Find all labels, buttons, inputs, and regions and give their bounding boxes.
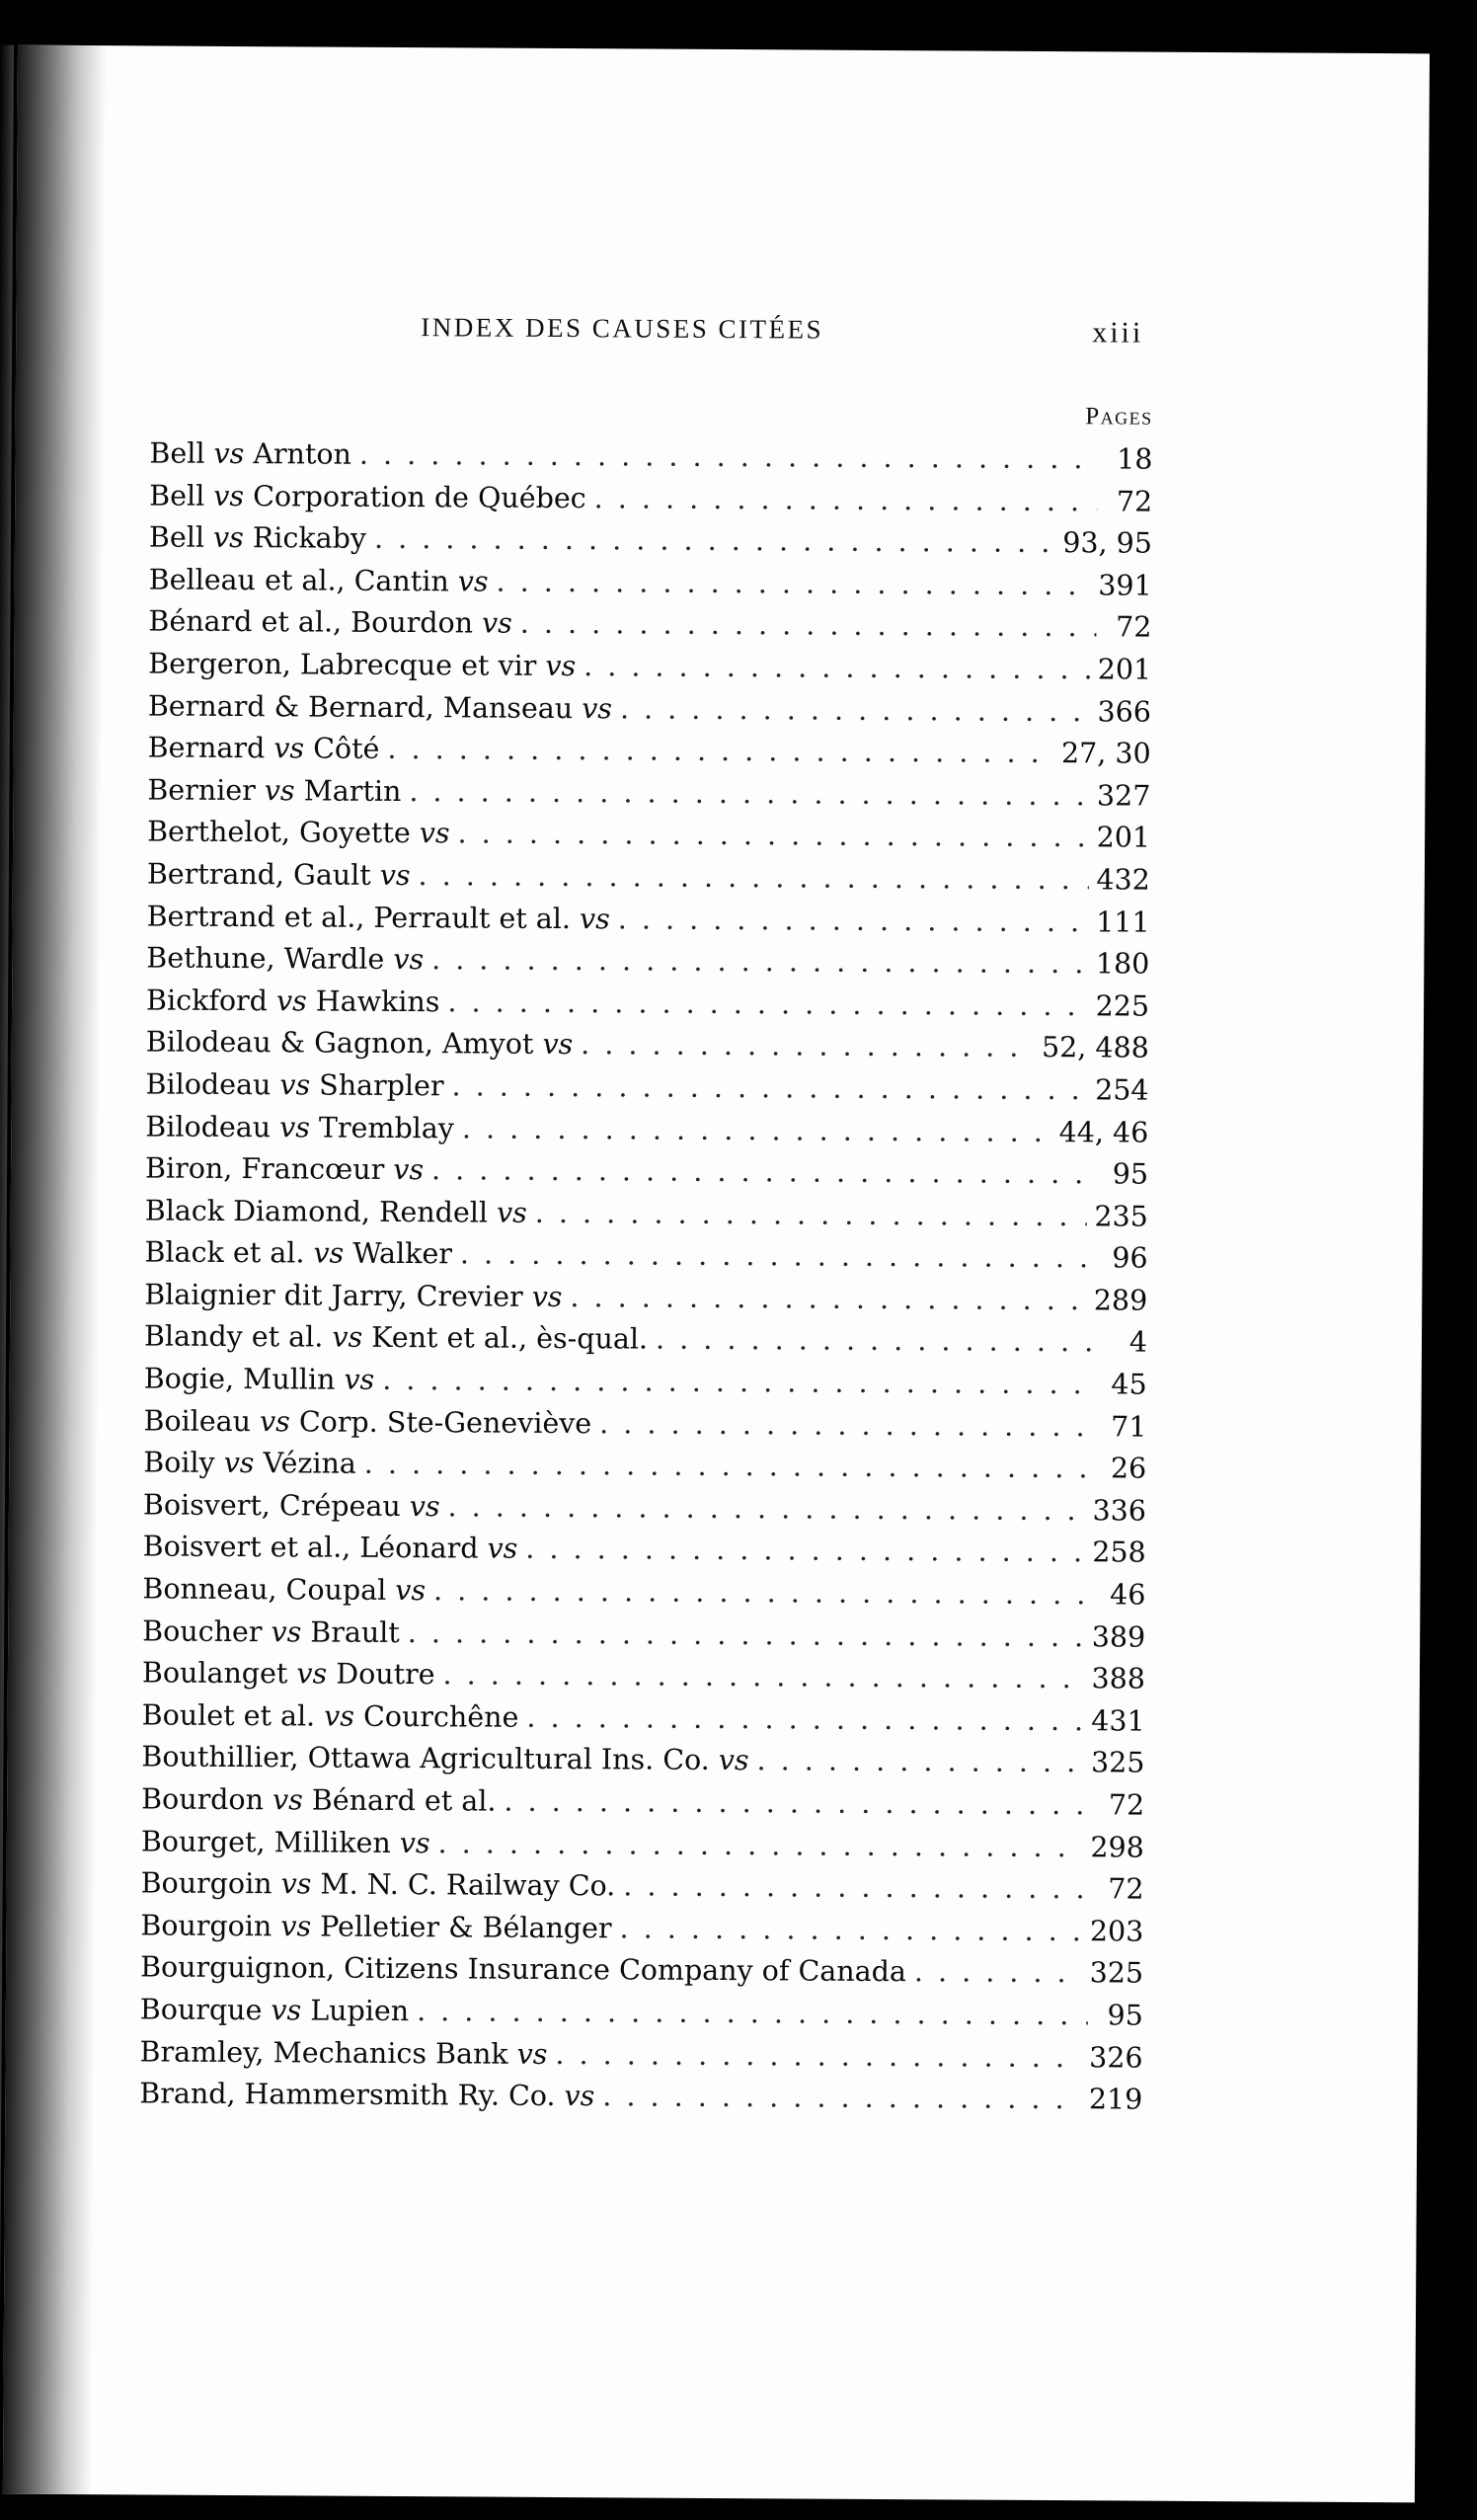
case-name-part: Bramley, Mechanics Bank bbox=[139, 2034, 517, 2071]
versus-mark: vs bbox=[264, 773, 295, 808]
index-entry bbox=[146, 1022, 1149, 1070]
case-name bbox=[146, 938, 424, 982]
page-reference: 389 bbox=[1091, 1619, 1146, 1654]
case-name bbox=[143, 1527, 518, 1571]
page-reference: 71 bbox=[1111, 1410, 1147, 1444]
dot-leader bbox=[442, 1655, 1083, 1701]
index-entry bbox=[143, 1400, 1146, 1449]
index-entry bbox=[143, 1527, 1146, 1575]
case-name bbox=[145, 1148, 424, 1192]
dot-leader bbox=[431, 1149, 1093, 1196]
versus-mark: vs bbox=[496, 1196, 527, 1229]
case-name-part: Bénard et al., Bourdon bbox=[148, 604, 483, 640]
case-name-part: Bogie, Mullin bbox=[143, 1362, 345, 1396]
case-name-part: Corp. Ste-Geneviève bbox=[289, 1404, 592, 1440]
dot-leader bbox=[583, 646, 1090, 691]
case-name-part: Belleau et al., Cantin bbox=[148, 563, 458, 598]
dot-leader bbox=[462, 1108, 1051, 1153]
dot-leader bbox=[570, 1277, 1086, 1322]
dot-leader bbox=[756, 1741, 1083, 1785]
dot-leader bbox=[364, 1444, 1092, 1490]
index-entry bbox=[140, 1947, 1143, 1996]
case-name-part: Sharpler bbox=[310, 1068, 444, 1103]
versus-mark: vs bbox=[280, 1910, 312, 1943]
case-name bbox=[143, 1400, 591, 1445]
case-name-part: Arnton bbox=[244, 437, 352, 471]
dot-leader bbox=[457, 814, 1088, 859]
page-reference: 432 bbox=[1096, 863, 1150, 897]
dot-leader bbox=[520, 603, 1097, 649]
case-name bbox=[143, 1443, 356, 1486]
versus-mark: vs bbox=[213, 479, 245, 512]
versus-mark: vs bbox=[332, 1321, 363, 1355]
dot-leader bbox=[437, 1823, 1082, 1869]
index-entry bbox=[146, 938, 1149, 986]
index-entry bbox=[149, 517, 1152, 566]
page-reference: 72 bbox=[1116, 610, 1152, 645]
index-entry bbox=[142, 1611, 1145, 1659]
case-name-part: Boily bbox=[143, 1446, 224, 1480]
dot-leader bbox=[504, 1781, 1089, 1827]
case-name-part: Doutre bbox=[327, 1657, 435, 1692]
index-entry bbox=[149, 559, 1152, 607]
versus-mark: vs bbox=[516, 2037, 548, 2071]
versus-mark: vs bbox=[718, 1744, 749, 1777]
case-name bbox=[148, 685, 612, 730]
case-name-part: Black et al. bbox=[144, 1235, 314, 1270]
case-name-part: Bourgoin bbox=[140, 1866, 281, 1901]
index-entry bbox=[141, 1737, 1144, 1785]
versus-mark: vs bbox=[487, 1533, 518, 1566]
case-name bbox=[147, 769, 401, 813]
case-index-list bbox=[139, 433, 1152, 2121]
page-reference: 366 bbox=[1097, 694, 1152, 729]
dot-leader bbox=[447, 1486, 1084, 1533]
case-name-part: Vézina bbox=[254, 1447, 356, 1481]
index-entry bbox=[148, 643, 1151, 691]
dot-leader bbox=[555, 2034, 1081, 2080]
index-entry bbox=[149, 475, 1152, 523]
pages-column-heading: Pages bbox=[1085, 403, 1153, 431]
case-name bbox=[145, 1063, 443, 1107]
versus-mark: vs bbox=[579, 902, 610, 935]
case-name-part: Bourque bbox=[139, 1993, 272, 2027]
dot-leader bbox=[496, 561, 1090, 606]
index-entry bbox=[140, 1905, 1143, 1953]
page-reference: 325 bbox=[1090, 1746, 1145, 1780]
case-name-part: Bertrand, Gault bbox=[146, 857, 380, 892]
versus-mark: vs bbox=[582, 691, 613, 725]
case-name bbox=[142, 1611, 400, 1654]
dot-leader bbox=[602, 2076, 1081, 2121]
versus-mark: vs bbox=[213, 436, 245, 471]
case-name-part: Courchêne bbox=[353, 1699, 519, 1734]
index-entry bbox=[144, 1232, 1147, 1281]
versus-mark: vs bbox=[313, 1236, 345, 1270]
dot-leader bbox=[418, 855, 1088, 902]
case-name-part: Boisvert, Crépeau bbox=[142, 1488, 410, 1523]
page-reference: 44, 46 bbox=[1058, 1115, 1149, 1149]
case-name-part: Bell bbox=[148, 520, 214, 555]
case-name-part: Brault bbox=[301, 1615, 400, 1649]
dot-leader bbox=[623, 1866, 1089, 1911]
case-name bbox=[142, 1568, 426, 1612]
page-reference: 27, 30 bbox=[1060, 737, 1151, 770]
versus-mark: vs bbox=[296, 1657, 328, 1691]
case-name bbox=[144, 1316, 648, 1362]
page-reference: 431 bbox=[1091, 1704, 1145, 1738]
page-reference: 95 bbox=[1107, 1999, 1143, 2032]
case-name-part: Bilodeau bbox=[145, 1109, 280, 1143]
versus-mark: vs bbox=[379, 858, 411, 893]
page-reference: 298 bbox=[1090, 1830, 1144, 1864]
page-reference: 72 bbox=[1108, 1788, 1145, 1822]
dot-leader bbox=[526, 1697, 1083, 1743]
page-reference: 203 bbox=[1089, 1915, 1144, 1948]
page-reference: 327 bbox=[1096, 779, 1151, 813]
case-name-part: Pelletier & Bélanger bbox=[311, 1910, 612, 1945]
case-name-part: Bourguignon, Citizens Insurance Company of Canada bbox=[140, 1950, 906, 1989]
case-name-part: Bourgoin bbox=[140, 1909, 281, 1943]
case-name-part: Kent et al., ès-qual. bbox=[362, 1321, 649, 1357]
page-reference: 95 bbox=[1112, 1157, 1149, 1191]
running-title: INDEX DES CAUSES CITÉES bbox=[421, 312, 824, 345]
case-name-part: Lupien bbox=[301, 1994, 410, 2028]
page-reference: 289 bbox=[1093, 1284, 1148, 1317]
case-name-part: Bergeron, Labrecque et vir bbox=[148, 647, 546, 682]
versus-mark: vs bbox=[419, 817, 450, 850]
case-name bbox=[143, 1484, 440, 1528]
page-reference: 72 bbox=[1116, 485, 1153, 518]
case-name-part: Boisvert et al., Léonard bbox=[142, 1530, 488, 1566]
case-name bbox=[139, 2031, 547, 2076]
page-number: xiii bbox=[1092, 316, 1144, 350]
case-name-part: Rickaby bbox=[243, 521, 367, 555]
dot-leader bbox=[417, 1991, 1088, 2037]
index-entry bbox=[141, 1821, 1144, 1869]
page-reference: 225 bbox=[1095, 989, 1150, 1023]
case-name bbox=[142, 1694, 519, 1739]
case-name-part: M. N. C. Railway Co. bbox=[311, 1867, 616, 1903]
dot-leader bbox=[359, 434, 1098, 481]
dot-leader bbox=[431, 939, 1088, 985]
versus-mark: vs bbox=[344, 1363, 375, 1396]
case-name bbox=[139, 2074, 594, 2118]
index-entry bbox=[148, 728, 1151, 776]
versus-mark: vs bbox=[399, 1826, 430, 1859]
case-name-part: Bourdon bbox=[141, 1782, 273, 1817]
dot-leader bbox=[599, 1403, 1092, 1449]
page-reference: 254 bbox=[1095, 1073, 1149, 1107]
dot-leader bbox=[387, 729, 1053, 775]
dot-leader bbox=[581, 1024, 1034, 1068]
index-entry bbox=[148, 601, 1151, 650]
case-name-part: Boucher bbox=[142, 1614, 272, 1648]
case-name-part: Bernard & Bernard, Manseau bbox=[147, 689, 583, 725]
versus-mark: vs bbox=[280, 1867, 312, 1901]
page-reference: 46 bbox=[1110, 1578, 1146, 1612]
index-entry bbox=[145, 1063, 1148, 1112]
page-reference: 52, 488 bbox=[1041, 1031, 1149, 1064]
case-name bbox=[141, 1821, 430, 1864]
index-entry bbox=[142, 1653, 1145, 1701]
case-name bbox=[141, 1737, 748, 1782]
dot-leader bbox=[408, 1613, 1084, 1659]
page-reference: 111 bbox=[1096, 905, 1150, 939]
index-entry bbox=[146, 896, 1149, 944]
dot-leader bbox=[620, 688, 1090, 733]
index-entry bbox=[145, 1106, 1148, 1154]
case-name-part: Martin bbox=[294, 774, 402, 808]
case-name-part: Walker bbox=[344, 1236, 453, 1271]
case-name-part: Bilodeau & Gagnon, Amyot bbox=[145, 1025, 543, 1062]
index-entry bbox=[139, 2031, 1142, 2080]
case-name-part: Blandy et al. bbox=[143, 1319, 333, 1355]
case-name-part: Biron, Francœur bbox=[144, 1151, 394, 1187]
page-reference: 336 bbox=[1092, 1494, 1147, 1528]
dot-leader bbox=[914, 1952, 1082, 1996]
case-name-part: Bertrand et al., Perrault et al. bbox=[146, 899, 581, 935]
index-entry bbox=[139, 2074, 1142, 2122]
versus-mark: vs bbox=[272, 1783, 303, 1817]
case-name-part: Brand, Hammersmith Ry. Co. bbox=[139, 2077, 565, 2113]
case-name bbox=[140, 1989, 410, 2032]
versus-mark: vs bbox=[271, 1994, 302, 2027]
index-entry bbox=[140, 1989, 1143, 2037]
case-name bbox=[145, 1106, 454, 1150]
dot-leader bbox=[525, 1529, 1084, 1574]
index-entry bbox=[141, 1778, 1144, 1827]
case-name bbox=[146, 980, 440, 1023]
case-name bbox=[144, 1359, 375, 1402]
dot-leader bbox=[409, 771, 1089, 818]
case-name bbox=[146, 896, 609, 940]
versus-mark: vs bbox=[260, 1404, 290, 1438]
case-name bbox=[145, 1190, 527, 1234]
case-name bbox=[141, 1778, 497, 1823]
case-name-part: Bilodeau bbox=[145, 1067, 280, 1102]
index-entry bbox=[143, 1484, 1146, 1533]
index-entry bbox=[148, 685, 1151, 734]
running-head bbox=[16, 310, 1428, 368]
page-reference: 180 bbox=[1095, 947, 1150, 981]
index-entry bbox=[145, 1148, 1148, 1197]
versus-mark: vs bbox=[481, 606, 512, 641]
page-reference: 258 bbox=[1092, 1536, 1146, 1570]
case-name bbox=[142, 1653, 435, 1696]
case-name-part: Bickford bbox=[146, 984, 277, 1017]
versus-mark: vs bbox=[457, 565, 489, 598]
page-reference: 26 bbox=[1110, 1452, 1147, 1485]
case-name-part: Bell bbox=[149, 479, 214, 512]
case-name bbox=[149, 517, 366, 561]
page-reference: 45 bbox=[1111, 1368, 1147, 1401]
page-reference: 235 bbox=[1094, 1200, 1148, 1233]
index-entry bbox=[149, 433, 1152, 481]
versus-mark: vs bbox=[279, 1068, 311, 1102]
page-reference: 18 bbox=[1117, 442, 1153, 476]
index-entry bbox=[147, 812, 1150, 860]
page-reference: 391 bbox=[1098, 569, 1152, 602]
dot-leader bbox=[619, 1908, 1082, 1952]
dot-leader bbox=[433, 1570, 1091, 1616]
page-reference: 388 bbox=[1091, 1662, 1146, 1695]
page-reference: 326 bbox=[1089, 2040, 1143, 2075]
case-name-part: Corporation de Québec bbox=[243, 479, 586, 514]
index-entry bbox=[142, 1568, 1145, 1616]
versus-mark: vs bbox=[271, 1614, 302, 1649]
case-name-part: Boulet et al. bbox=[141, 1698, 325, 1733]
case-name-part: Boileau bbox=[143, 1404, 261, 1438]
dot-leader bbox=[382, 1360, 1092, 1406]
versus-mark: vs bbox=[393, 943, 425, 977]
index-entry bbox=[141, 1863, 1144, 1912]
page-reference: 72 bbox=[1108, 1872, 1144, 1906]
dot-leader bbox=[451, 1065, 1087, 1112]
case-name-part: Bénard et al. bbox=[302, 1783, 497, 1818]
case-name-part: Bernier bbox=[147, 773, 265, 807]
case-name bbox=[149, 559, 489, 603]
dot-leader bbox=[594, 478, 1098, 523]
case-name bbox=[149, 475, 586, 519]
case-name bbox=[144, 1274, 562, 1318]
dot-leader bbox=[618, 899, 1089, 944]
case-name-part: Bethune, Wardle bbox=[146, 941, 394, 977]
page-reference: 219 bbox=[1088, 2083, 1143, 2116]
index-entry bbox=[144, 1316, 1147, 1365]
versus-mark: vs bbox=[395, 1574, 427, 1608]
case-name bbox=[141, 1863, 616, 1909]
case-name-part: Bonneau, Coupal bbox=[142, 1572, 396, 1608]
case-name-part: Black Diamond, Rendell bbox=[144, 1194, 498, 1229]
versus-mark: vs bbox=[223, 1447, 255, 1480]
versus-mark: vs bbox=[324, 1699, 355, 1733]
case-name-part: Côté bbox=[304, 732, 380, 766]
versus-mark: vs bbox=[275, 984, 307, 1018]
page-reference: 96 bbox=[1112, 1241, 1148, 1275]
case-name bbox=[140, 1947, 906, 1994]
page-reference: 93, 95 bbox=[1062, 526, 1153, 560]
case-name-part: Blaignier dit Jarry, Crevier bbox=[144, 1278, 532, 1313]
page-reference: 201 bbox=[1096, 821, 1151, 854]
page-reference: 325 bbox=[1089, 1956, 1144, 1991]
page-reference: 4 bbox=[1128, 1326, 1148, 1360]
versus-mark: vs bbox=[564, 2080, 595, 2113]
dot-leader bbox=[535, 1193, 1087, 1238]
case-name-part: Bernard bbox=[147, 731, 274, 765]
case-name-part: Bell bbox=[149, 436, 214, 470]
versus-mark: vs bbox=[212, 521, 244, 555]
index-entry bbox=[147, 769, 1150, 818]
case-name-part: Bourget, Milliken bbox=[140, 1825, 400, 1859]
versus-mark: vs bbox=[393, 1153, 425, 1187]
case-name bbox=[146, 1022, 574, 1066]
index-entry bbox=[144, 1359, 1147, 1407]
versus-mark: vs bbox=[542, 1028, 574, 1062]
case-name-part: Berthelot, Goyette bbox=[147, 815, 420, 850]
case-name bbox=[149, 433, 351, 476]
case-name-part: Boulanget bbox=[141, 1656, 297, 1691]
page-reference: 201 bbox=[1097, 653, 1152, 686]
case-name bbox=[148, 643, 576, 687]
dot-leader bbox=[447, 982, 1087, 1028]
index-entry bbox=[142, 1694, 1145, 1743]
case-name bbox=[148, 728, 380, 771]
index-entry bbox=[144, 1274, 1147, 1322]
versus-mark: vs bbox=[279, 1110, 311, 1143]
dot-leader bbox=[460, 1234, 1093, 1281]
versus-mark: vs bbox=[531, 1280, 563, 1313]
case-name bbox=[147, 812, 450, 855]
scanned-page bbox=[3, 45, 1430, 2503]
case-name-part: Bouthillier, Ottawa Agricultural Ins. Co. bbox=[141, 1740, 719, 1777]
versus-mark: vs bbox=[545, 649, 577, 683]
versus-mark: vs bbox=[273, 732, 305, 765]
case-name-part: Hawkins bbox=[306, 984, 440, 1018]
index-entry bbox=[143, 1443, 1146, 1491]
dot-leader bbox=[374, 518, 1055, 565]
index-entry bbox=[145, 1190, 1148, 1238]
versus-mark: vs bbox=[409, 1489, 440, 1524]
case-name bbox=[140, 1905, 611, 1950]
case-name-part: Tremblay bbox=[309, 1110, 455, 1144]
case-name bbox=[148, 601, 512, 646]
dot-leader bbox=[656, 1319, 1092, 1364]
index-entry bbox=[146, 980, 1149, 1028]
case-name bbox=[147, 853, 411, 897]
index-entry bbox=[147, 853, 1150, 902]
case-name bbox=[144, 1232, 452, 1276]
